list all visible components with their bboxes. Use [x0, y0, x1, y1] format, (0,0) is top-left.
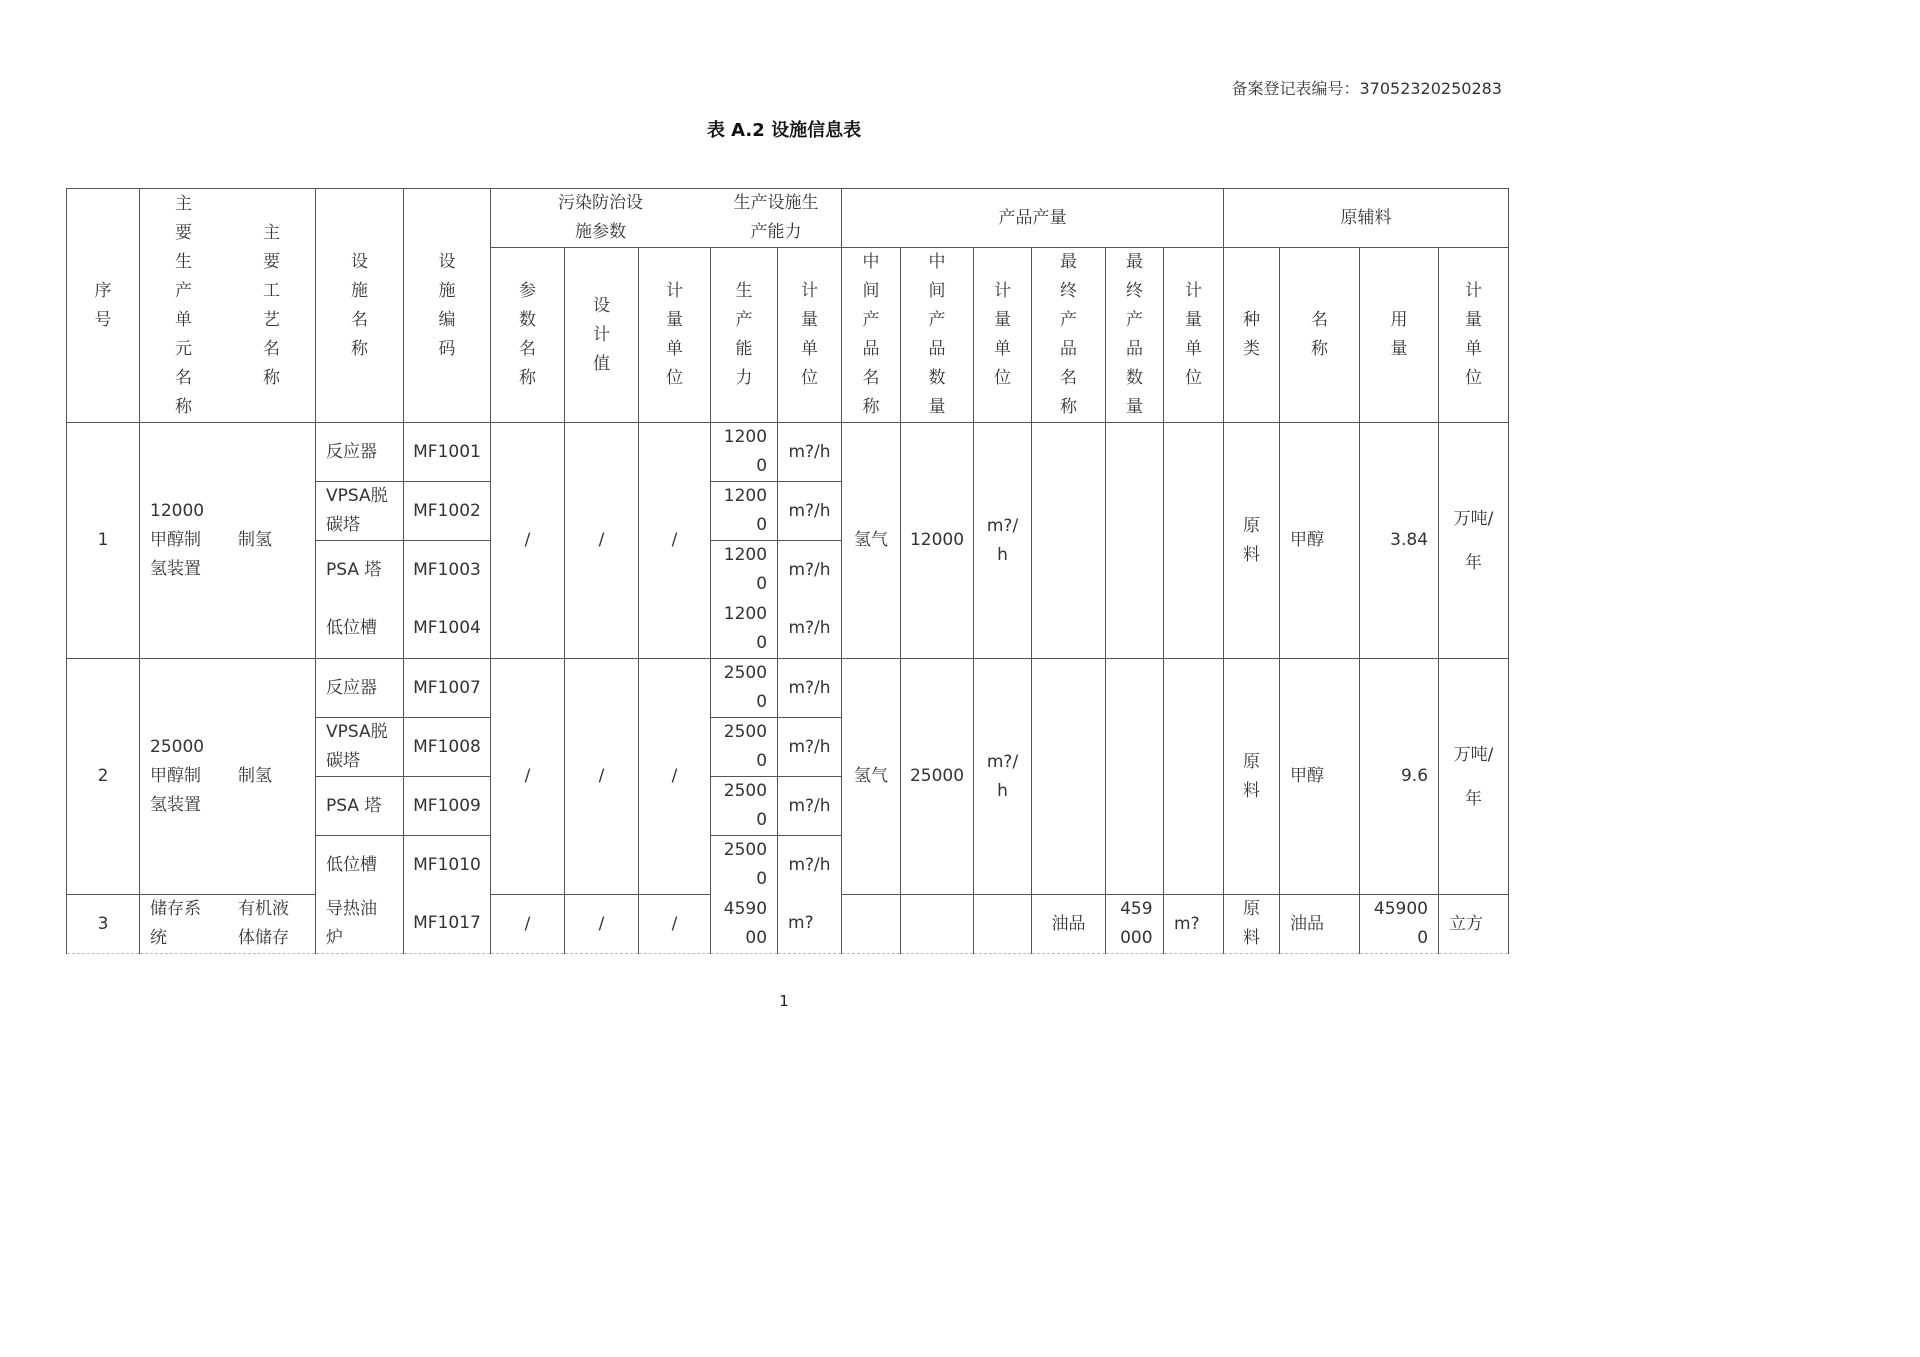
header-design-value: 设计值 — [565, 248, 639, 423]
table-body — [67, 423, 1509, 954]
cell-mid-unit: m?/h — [974, 659, 1032, 895]
cell-param-name: / — [491, 895, 565, 954]
cell-capacity-unit: m?/h — [778, 423, 842, 482]
cell-material-type: 原料 — [1224, 895, 1280, 954]
cell-capacity-unit: m?/h — [778, 777, 842, 836]
cell-material-name: 甲醇 — [1280, 659, 1360, 895]
cell-design-value: / — [565, 423, 639, 659]
cell-final-product-qty — [1106, 659, 1164, 895]
cell-facility-name: 反应器 — [316, 423, 404, 482]
cell-design-value: / — [565, 895, 639, 954]
cell-capacity: 25000 — [711, 659, 778, 718]
header-product-group: 产品产量 — [842, 189, 1224, 248]
cell-final-unit — [1164, 423, 1224, 659]
cell-final-unit: m? — [1164, 895, 1224, 954]
cell-facility-name: 低位槽 — [316, 600, 404, 659]
page-number: 1 — [779, 992, 789, 1010]
header-material-name: 名称 — [1280, 248, 1360, 423]
header-capacity: 生产能力 — [711, 248, 778, 423]
cell-final-product-name — [1032, 659, 1106, 895]
cell-facility-code: MF1007 — [404, 659, 491, 718]
cell-material-type: 原料 — [1224, 423, 1280, 659]
table-title: 表 A.2 设施信息表 — [706, 120, 862, 141]
header-material-unit: 计量单位 — [1439, 248, 1509, 423]
cell-process-name: 制氢 — [228, 423, 316, 659]
header-capacity-unit: 计量单位 — [778, 248, 842, 423]
cell-param-unit: / — [639, 423, 711, 659]
cell-mid-unit: m?/h — [974, 423, 1032, 659]
cell-final-product-name — [1032, 423, 1106, 659]
header-pollution-group: 污染防治设施参数 — [491, 189, 711, 248]
cell-capacity: 12000 — [711, 541, 778, 600]
header-param-unit: 计量单位 — [639, 248, 711, 423]
cell-facility-name: PSA 塔 — [316, 777, 404, 836]
cell-unit-name: 25000甲醇制氢装置 — [140, 659, 228, 895]
cell-facility-name: VPSA脱碳塔 — [316, 718, 404, 777]
cell-facility-name: 导热油炉 — [316, 895, 404, 954]
cell-material-amount: 3.84 — [1360, 423, 1439, 659]
cell-capacity-unit: m?/h — [778, 541, 842, 600]
cell-capacity-unit: m?/h — [778, 600, 842, 659]
cell-material-type: 原料 — [1224, 659, 1280, 895]
cell-param-name: / — [491, 659, 565, 895]
cell-capacity: 12000 — [711, 423, 778, 482]
cell-design-value: / — [565, 659, 639, 895]
cell-mid-product-name: 氢气 — [842, 659, 901, 895]
cell-material-name: 油品 — [1280, 895, 1360, 954]
cell-capacity: 25000 — [711, 836, 778, 895]
cell-facility-name: 低位槽 — [316, 836, 404, 895]
cell-capacity-unit: m?/h — [778, 836, 842, 895]
cell-mid-product-qty: 25000 — [901, 659, 974, 895]
table-row — [67, 895, 1509, 954]
cell-capacity-unit: m?/h — [778, 482, 842, 541]
cell-mid-product-qty — [901, 895, 974, 954]
cell-facility-code: MF1004 — [404, 600, 491, 659]
header-final-product-name: 最终产品名称 — [1032, 248, 1106, 423]
cell-capacity: 459000 — [711, 895, 778, 954]
registration-number: 备案登记表编号：37052320250283 — [1231, 79, 1502, 98]
cell-material-unit: 立方 — [1439, 895, 1509, 954]
cell-unit-name: 储存系统 — [140, 895, 228, 954]
header-facility-name: 设施名称 — [316, 189, 404, 423]
cell-capacity: 25000 — [711, 777, 778, 836]
cell-capacity: 12000 — [711, 600, 778, 659]
cell-seq: 2 — [67, 659, 140, 895]
cell-mid-unit — [974, 895, 1032, 954]
header-final-product-qty: 最终产品数量 — [1106, 248, 1164, 423]
header-final-unit: 计量单位 — [1164, 248, 1224, 423]
cell-facility-code: MF1002 — [404, 482, 491, 541]
header-material-group: 原辅料 — [1224, 189, 1509, 248]
header-mid-product-qty: 中间产品数量 — [901, 248, 974, 423]
cell-facility-name: PSA 塔 — [316, 541, 404, 600]
table-row — [67, 659, 1509, 718]
cell-process-name: 制氢 — [228, 659, 316, 895]
cell-seq: 3 — [67, 895, 140, 954]
cell-unit-name: 12000甲醇制氢装置 — [140, 423, 228, 659]
cell-material-unit: 万吨/年 — [1439, 659, 1509, 895]
header-material-amount: 用量 — [1360, 248, 1439, 423]
cell-facility-code: MF1010 — [404, 836, 491, 895]
cell-capacity-unit: m?/h — [778, 659, 842, 718]
facility-info-table — [66, 188, 1509, 954]
cell-final-product-name: 油品 — [1032, 895, 1106, 954]
cell-capacity: 25000 — [711, 718, 778, 777]
table-row — [67, 423, 1509, 482]
cell-seq: 1 — [67, 423, 140, 659]
header-param-name: 参数名称 — [491, 248, 565, 423]
header-process-name: 主要工艺名称 — [228, 189, 316, 423]
cell-material-name: 甲醇 — [1280, 423, 1360, 659]
cell-final-unit — [1164, 659, 1224, 895]
cell-facility-code: MF1008 — [404, 718, 491, 777]
header-capacity-group: 生产设施生产能力 — [711, 189, 842, 248]
header-mid-product-name: 中间产品名称 — [842, 248, 901, 423]
cell-facility-code: MF1017 — [404, 895, 491, 954]
cell-final-product-qty — [1106, 423, 1164, 659]
cell-material-amount: 459000 — [1360, 895, 1439, 954]
cell-facility-name: VPSA脱碳塔 — [316, 482, 404, 541]
cell-mid-product-qty: 12000 — [901, 423, 974, 659]
cell-material-amount: 9.6 — [1360, 659, 1439, 895]
cell-facility-code: MF1003 — [404, 541, 491, 600]
header-material-type: 种类 — [1224, 248, 1280, 423]
cell-final-product-qty: 459000 — [1106, 895, 1164, 954]
cell-facility-code: MF1001 — [404, 423, 491, 482]
table-header — [67, 189, 1509, 423]
cell-capacity-unit: m? — [778, 895, 842, 954]
header-seq: 序号 — [67, 189, 140, 423]
cell-param-unit: / — [639, 895, 711, 954]
cell-material-unit: 万吨/年 — [1439, 423, 1509, 659]
header-facility-code: 设施编码 — [404, 189, 491, 423]
cell-mid-product-name — [842, 895, 901, 954]
cell-facility-code: MF1009 — [404, 777, 491, 836]
cell-param-unit: / — [639, 659, 711, 895]
header-unit-name: 主要生产单元名称 — [140, 189, 228, 423]
header-mid-unit: 计量单位 — [974, 248, 1032, 423]
cell-process-name: 有机液体储存 — [228, 895, 316, 954]
cell-capacity: 12000 — [711, 482, 778, 541]
cell-capacity-unit: m?/h — [778, 718, 842, 777]
cell-param-name: / — [491, 423, 565, 659]
cell-mid-product-name: 氢气 — [842, 423, 901, 659]
cell-facility-name: 反应器 — [316, 659, 404, 718]
